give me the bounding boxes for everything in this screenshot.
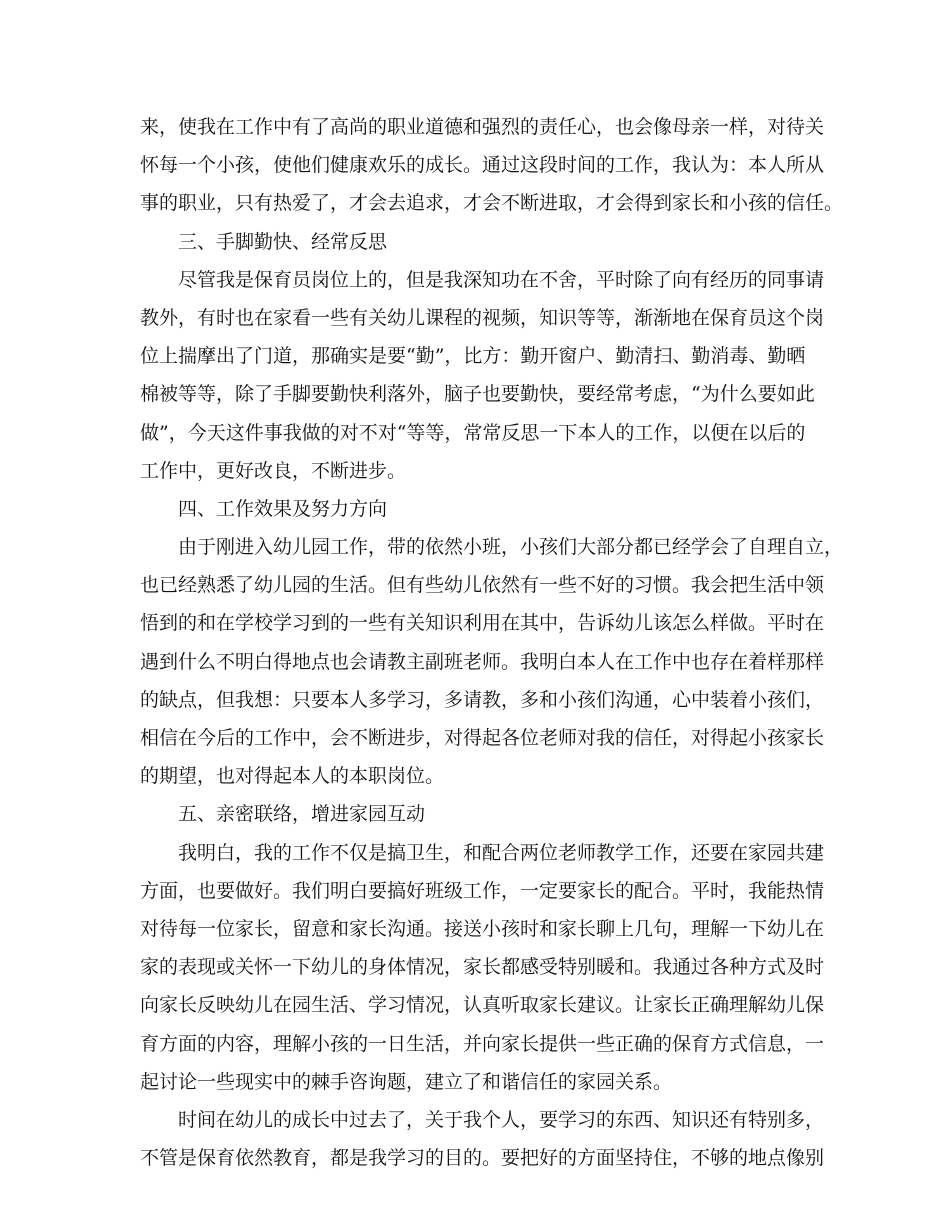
text-line: 的缺点，但我想：只要本人多学习，多请教，多和小孩们沟通，心中装着小孩们， — [140, 688, 825, 711]
text-line: 悟到的和在学校学习到的一些有关知识利用在其中，告诉幼儿该怎么样做。平时在 — [140, 612, 825, 635]
text-line: 也已经熟悉了幼儿园的生活。但有些幼儿依然有一些不好的习惯。我会把生活中领 — [140, 574, 825, 597]
text-line: 位上揣摩出了门道，那确实是要“勤”，比方：勤开窗户、勤清扫、勤消毒、勤晒 — [140, 345, 806, 368]
text-line: 来，使我在工作中有了高尚的职业道德和强烈的责任心，也会像母亲一样，对待关 — [140, 116, 825, 138]
text-line: 棉被等等，除了手脚要勤快利落外，脑子也要勤快，要经常考虑，“为什么要如此 — [140, 383, 815, 406]
text-line: 时间在幼儿的成长中过去了，关于我个人，要学习的东西、知识还有特别多， — [178, 1108, 825, 1131]
text-line: 育方面的内容，理解小孩的一日生活，并向家长提供一些正确的保育方式信息，一 — [140, 1032, 825, 1055]
text-line: 的期望，也对得起本人的本职岗位。 — [140, 765, 445, 788]
text-line: 相信在今后的工作中，会不断进步，对得起各位老师对我的信任，对得起小孩家长 — [140, 727, 825, 749]
text-line: 事的职业，只有热爱了，才会去追求，才会不断进取，才会得到家长和小孩的信任。 — [140, 192, 844, 215]
text-line: 四、工作效果及努力方向 — [178, 497, 388, 520]
text-line: 对待每一位家长，留意和家长沟通。接送小孩时和家长聊上几句，理解一下幼儿在 — [140, 917, 825, 940]
text-line: 教外，有时也在家看一些有关幼儿课程的视频，知识等等，渐渐地在保育员这个岗 — [140, 306, 825, 329]
text-line: 起讨论一些现实中的棘手咨询题，建立了和谐信任的家园关系。 — [140, 1070, 673, 1093]
text-line: 遇到什么不明白得地点也会请教主副班老师。我明白本人在工作中也存在着样那样 — [140, 650, 825, 673]
text-line: 家的表现或关怀一下幼儿的身体情况，家长都感受特别暖和。我通过各种方式及时 — [140, 956, 825, 979]
text-line: 方面，也要做好。我们明白要搞好班级工作，一定要家长的配合。平时，我能热情 — [140, 879, 825, 902]
text-line: 向家长反映幼儿在园生活、学习情况，认真听取家长建议。让家长正确理解幼儿保 — [140, 994, 825, 1017]
text-line: 五、亲密联络，增进家园互动 — [178, 803, 426, 826]
document-body — [140, 108, 844, 1177]
text-line: 我明白，我的工作不仅是搞卫生，和配合两位老师教学工作，还要在家园共建 — [178, 841, 825, 864]
text-line: 怀每一个小孩，使他们健康欢乐的成长。通过这段时间的工作，我认为：本人所从 — [140, 154, 825, 177]
text-line: 由于刚进入幼儿园工作，带的依然小班，小孩们大部分都已经学会了自理自立， — [178, 536, 844, 559]
text-line: 工作中，更好改良，不断进步。 — [140, 459, 407, 482]
text-line: 做”，今天这件事我做的对不对“等等，常常反思一下本人的工作，以便在以后的 — [140, 421, 806, 444]
text-line: 不管是保育依然教育，都是我学习的目的。要把好的方面坚持住，不够的地点像别 — [140, 1147, 825, 1170]
text-line: 三、手脚勤快、经常反思 — [178, 230, 388, 253]
text-line: 尽管我是保育员岗位上的，但是我深知功在不舍，平时除了向有经历的同事请 — [178, 268, 825, 291]
